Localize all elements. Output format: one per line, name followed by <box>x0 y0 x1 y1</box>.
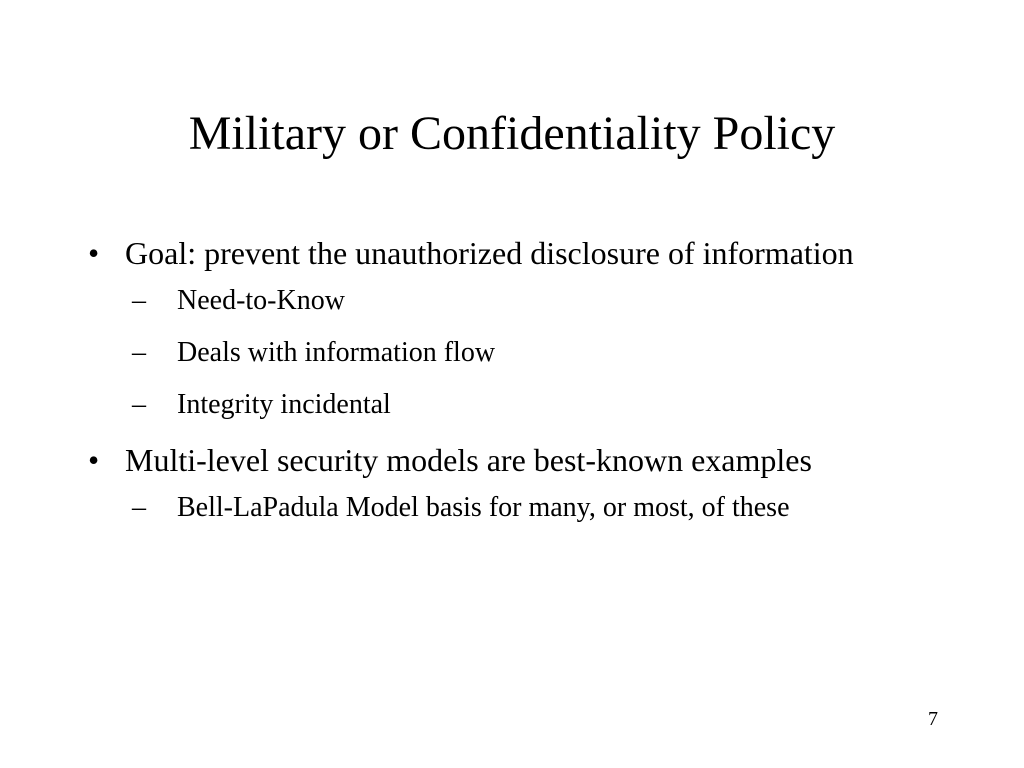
sub-item-text: Integrity incidental <box>177 389 391 420</box>
sub-item-need-to-know <box>132 281 948 321</box>
sub-item-bell-lapadula <box>132 488 948 528</box>
slide-title: Military or Confidentiality Policy <box>188 107 836 160</box>
dash-marker: – <box>132 337 146 368</box>
bullet-item-multi-level <box>88 437 948 528</box>
bullet-marker: • <box>88 442 100 478</box>
sub-item-information-flow <box>132 333 948 373</box>
sub-list <box>125 488 948 528</box>
bullet-text: Goal: prevent the unauthorized disclosure of information <box>125 235 854 271</box>
sub-list <box>125 281 948 425</box>
page-number: 7 <box>928 708 938 730</box>
dash-marker: – <box>132 389 146 420</box>
bullet-text: Multi-level security models are best-known examples <box>125 442 812 478</box>
dash-marker: – <box>132 285 146 316</box>
bullet-item-goal <box>88 230 948 425</box>
sub-item-text: Deals with information flow <box>177 337 496 368</box>
sub-item-integrity <box>132 385 948 425</box>
bullet-marker: • <box>88 235 100 271</box>
sub-item-text: Need-to-Know <box>177 285 345 316</box>
bullet-list <box>88 230 948 540</box>
dash-marker: – <box>132 492 146 523</box>
sub-item-text: Bell-LaPadula Model basis for many, or most, of these <box>177 492 790 523</box>
